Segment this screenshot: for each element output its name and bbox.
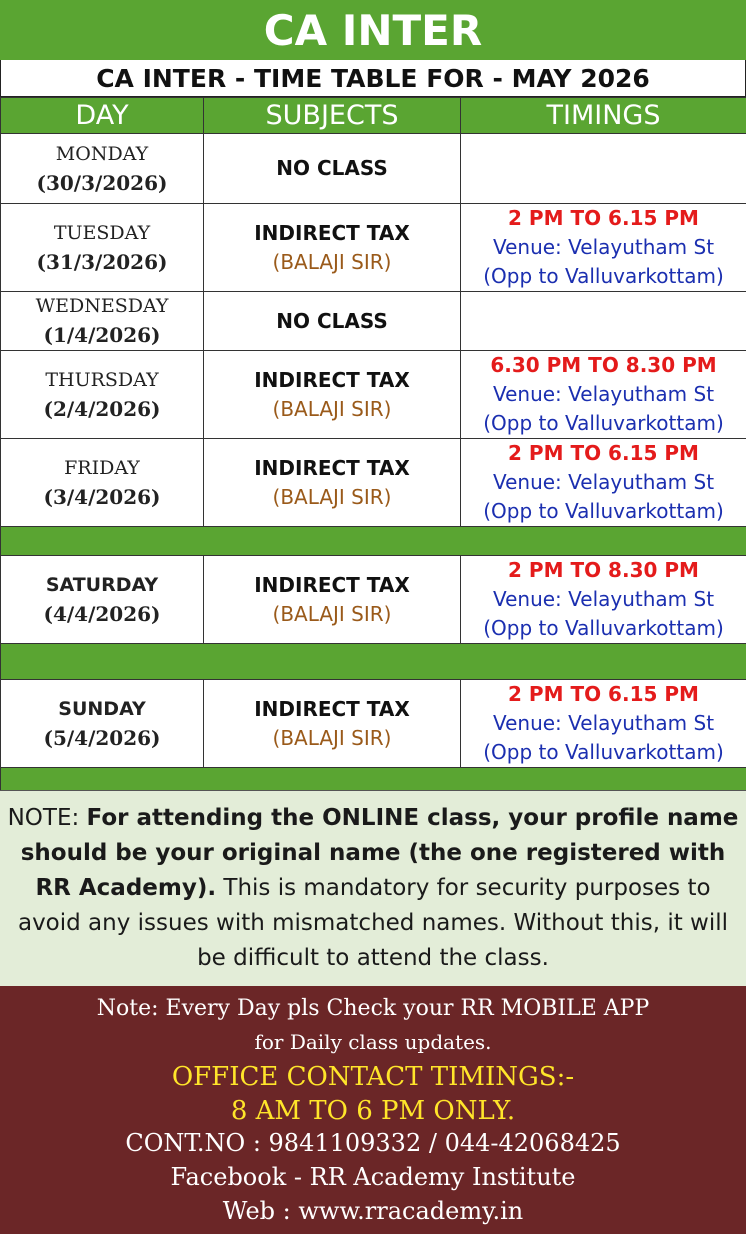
day-cell [1,556,204,644]
footer-note-text: Every Day pls Check your RR MOBILE APP [165,996,650,1021]
class-time: 2 PM TO 6.15 PM [508,206,699,230]
class-time: 2 PM TO 8.30 PM [508,558,699,582]
office-hours: 8 AM TO 6 PM ONLY. [230,1096,516,1126]
office-contact-title: OFFICE CONTACT TIMINGS:- [171,1062,575,1092]
subject-name: NO CLASS [276,156,388,180]
teacher-name: (BALAJI SIR) [272,484,392,509]
venue-landmark: (Opp to Valluvarkottam) [483,499,724,523]
subject-cell [204,680,461,768]
day-cell [1,439,204,527]
day-name: FRIDAY [64,456,140,479]
day-cell [1,292,204,351]
online-class-note [0,790,746,986]
subject-name: INDIRECT TAX [254,696,410,721]
subject-cell [204,134,461,204]
table-row [1,134,746,204]
table-row [1,680,746,768]
timetable-subtitle: CA INTER - TIME TABLE FOR - MAY 2026 [0,60,746,97]
website-link[interactable]: Web : www.rracademy.in [222,1197,524,1225]
footer-note-label: Note: [96,996,159,1021]
venue-line: Venue: Velayutham St [492,470,715,494]
venue-landmark: (Opp to Valluvarkottam) [483,616,724,640]
day-name: SATURDAY [45,573,159,596]
subject-name: INDIRECT TAX [254,455,410,480]
spacer-row [1,644,746,680]
venue-line: Venue: Velayutham St [492,711,715,735]
subject-name: INDIRECT TAX [254,367,410,392]
table-row [1,439,746,527]
timing-cell [461,351,746,439]
page-title: CA INTER [0,0,746,60]
subject-cell [204,292,461,351]
timing-cell [461,556,746,644]
day-name: THURSDAY [45,368,159,391]
day-cell [1,134,204,204]
day-cell [1,204,204,292]
day-name: WEDNESDAY [35,295,169,317]
teacher-name: (BALAJI SIR) [272,601,392,626]
day-date: (3/4/2026) [43,484,161,509]
green-spacer [1,527,746,556]
class-time: 2 PM TO 6.15 PM [508,441,699,465]
subject-cell [204,439,461,527]
teacher-name: (BALAJI SIR) [272,249,392,274]
teacher-name: (BALAJI SIR) [272,725,392,750]
day-date: (31/3/2026) [36,249,168,274]
venue-landmark: (Opp to Valluvarkottam) [483,264,724,288]
table-row [1,292,746,351]
table-row [1,204,746,292]
day-cell [1,680,204,768]
day-name: SUNDAY [58,697,146,720]
timing-cell [461,439,746,527]
class-time: 2 PM TO 6.15 PM [508,682,699,706]
day-name: TUESDAY [53,221,151,244]
table-header-row [1,98,746,134]
subject-cell [204,556,461,644]
timetable [0,97,746,797]
subject-name: INDIRECT TAX [254,220,410,245]
column-header-timings: TIMINGS [461,98,746,134]
table-row [1,556,746,644]
venue-line: Venue: Velayutham St [492,587,715,611]
day-date: (5/4/2026) [43,725,161,750]
table-row [1,351,746,439]
facebook-link[interactable]: Facebook - RR Academy Institute [170,1163,576,1191]
class-time: 6.30 PM TO 8.30 PM [490,353,717,377]
timing-cell [461,134,746,204]
venue-landmark: (Opp to Valluvarkottam) [483,411,724,435]
subject-name: INDIRECT TAX [254,572,410,597]
timing-cell [461,292,746,351]
footer-panel [0,986,746,1234]
subject-cell [204,204,461,292]
timing-cell [461,680,746,768]
day-date: (30/3/2026) [36,170,168,195]
teacher-name: (BALAJI SIR) [272,396,392,421]
column-header-subjects: SUBJECTS [204,98,461,134]
note-paragraph [4,801,742,976]
subject-name: NO CLASS [276,308,388,333]
venue-line: Venue: Velayutham St [492,382,715,406]
timing-cell [461,204,746,292]
note-label: NOTE: [7,805,80,831]
contact-numbers: CONT.NO : 9841109332 / 044-42068425 [125,1129,621,1157]
venue-line: Venue: Velayutham St [492,235,715,259]
day-name: MONDAY [55,142,149,165]
day-date: (4/4/2026) [43,601,161,626]
venue-landmark: (Opp to Valluvarkottam) [483,740,724,764]
subject-cell [204,351,461,439]
note-bold-text: For attending the ONLINE class, your profile name should be your original name (the one registered with RR Academy). [20,805,739,901]
day-date: (2/4/2026) [43,396,161,421]
footer-daily-updates: for Daily class updates. [254,1030,492,1054]
day-date: (1/4/2026) [43,323,161,347]
green-spacer [1,644,746,680]
column-header-day: DAY [1,98,204,134]
day-cell [1,351,204,439]
footer-note [0,996,746,1021]
note-rest-text: This is mandatory for security purposes to avoid any issues with mismatched names. Without this, it will be difficult to attend the class. [17,875,729,971]
spacer-row [1,527,746,556]
